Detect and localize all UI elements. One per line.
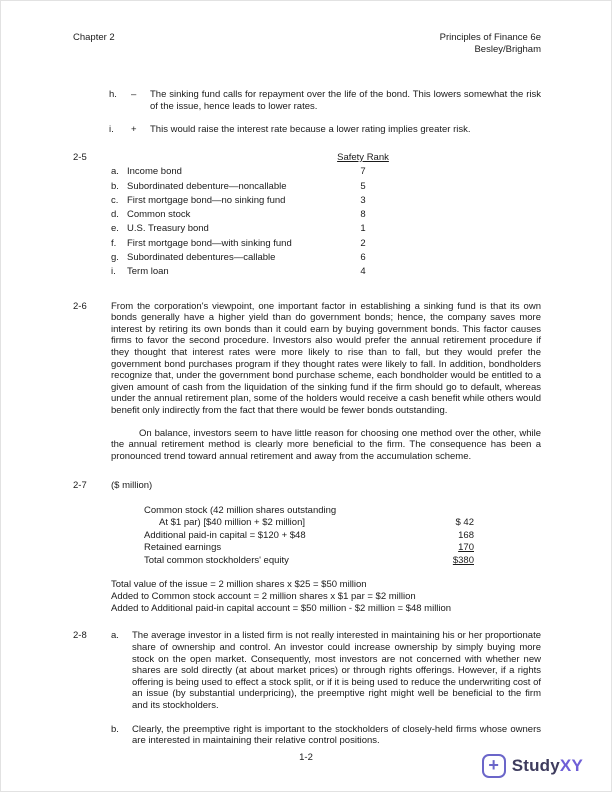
- item-text: This would raise the interest rate because a lower rating implies greater risk.: [150, 124, 471, 136]
- statement-label: Additional paid-in capital = $120 + $48: [144, 529, 306, 541]
- row-letter: i.: [111, 266, 116, 278]
- row-letter: f.: [111, 237, 117, 249]
- row-label: Common stock: [127, 209, 191, 221]
- statement-label: Common stock (42 million shares outstanding: [144, 504, 337, 516]
- row-label: Term loan: [127, 266, 169, 278]
- item-letter: h.: [109, 89, 117, 101]
- question-number: 2-7: [73, 480, 87, 492]
- row-label: Income bond: [127, 166, 182, 178]
- row-rank: 2: [360, 237, 366, 249]
- rank-column-header: Safety Rank: [337, 151, 389, 163]
- rank-table-row: [111, 252, 541, 266]
- calculation-line: Added to Additional paid-in capital account = $50 million - $2 million = $48 million: [111, 602, 452, 614]
- row-label: First mortgage bond—with sinking fund: [127, 237, 292, 249]
- chapter-label: Chapter 2: [73, 32, 115, 43]
- row-letter: g.: [111, 252, 119, 264]
- rank-table-row: [111, 266, 541, 280]
- row-letter: b.: [111, 180, 119, 192]
- row-rank: 6: [360, 252, 366, 264]
- item-text: Clearly, the preemptive right is important to the stockholders of closely-held firms whose owners are interested in maintaining their relative control positions.: [132, 723, 541, 747]
- answer-item-i: [109, 124, 541, 136]
- units-label: ($ million): [111, 480, 153, 492]
- rank-table-row: [111, 166, 541, 180]
- brand-name-secondary: XY: [559, 756, 583, 776]
- calculation-line: Added to Common stock account = 2 million shares x $1 par = $2 million: [111, 590, 416, 602]
- book-authors: Besley/Brigham: [474, 43, 541, 55]
- row-rank: 7: [360, 166, 366, 178]
- rank-table-row: [111, 181, 541, 195]
- item-sign: –: [131, 89, 137, 101]
- statement-label: Total common stockholders' equity: [144, 554, 289, 566]
- row-rank: 5: [360, 180, 366, 192]
- rank-table-row: [111, 209, 541, 223]
- row-rank: 3: [360, 194, 366, 206]
- row-label: First mortgage bond—no sinking fund: [127, 194, 286, 206]
- statement-row: [144, 555, 474, 567]
- statement-row: [144, 505, 474, 517]
- statement-value: 170: [458, 542, 474, 554]
- page-body: [73, 89, 541, 759]
- rank-table-row: [111, 223, 541, 237]
- brand-name-primary: Study: [511, 756, 560, 776]
- row-rank: 1: [360, 223, 366, 235]
- row-rank: 8: [360, 209, 366, 221]
- calculation-lines: [111, 579, 541, 614]
- statement-value: $380: [452, 554, 474, 566]
- statement-value: 168: [458, 529, 474, 541]
- answer-item-h: [109, 89, 541, 112]
- question-number: 2-6: [73, 300, 87, 312]
- plus-icon: +: [482, 754, 506, 778]
- statement-label: Retained earnings: [144, 542, 222, 554]
- row-rank: 4: [360, 266, 366, 278]
- question-number: 2-8: [73, 630, 87, 642]
- brand-name: [511, 756, 583, 776]
- statement-value: $ 42: [455, 517, 474, 529]
- item-text: The sinking fund calls for repayment over the life of the bond. This lowers somewhat the risk of the issue, hence leads to lower rates.: [150, 89, 541, 112]
- answer-item-b: [111, 724, 541, 747]
- question-2-7: [73, 480, 541, 614]
- question-2-6: [73, 301, 541, 463]
- statement-label: At $1 par) [$40 million + $2 million]: [159, 517, 306, 529]
- book-title-block: [440, 32, 541, 55]
- item-sign: +: [131, 124, 137, 136]
- book-title: Principles of Finance 6e: [439, 32, 541, 43]
- question-number: 2-5: [73, 151, 87, 163]
- item-letter: b.: [111, 723, 119, 735]
- question-2-8: [73, 630, 541, 758]
- rank-table-header: [111, 152, 541, 166]
- calculation-line: Total value of the issue = 2 million shares x $25 = $50 million: [111, 578, 367, 590]
- answer-item-a: [111, 630, 541, 711]
- statement-row: [144, 517, 474, 529]
- statement-value: [432, 505, 474, 517]
- row-label: Subordinated debenture—noncallable: [127, 180, 287, 192]
- row-label: Subordinated debentures—callable: [127, 252, 276, 264]
- item-letter: a.: [111, 630, 119, 642]
- row-letter: a.: [111, 166, 119, 178]
- question-2-5: [73, 152, 541, 281]
- page-header: [73, 32, 541, 55]
- rank-table-row: [111, 195, 541, 209]
- studyxy-watermark: [482, 754, 583, 778]
- item-letter: i.: [109, 124, 114, 136]
- statement-row: [144, 530, 474, 542]
- answer-paragraph: From the corporation's viewpoint, one important factor in establishing a sinking fund is that its own bonds generally have a higher yield than do government bonds; hence, the company saves more interest by retiring its own bonds than it could earn by buying government bonds. This factor causes firms to favor the second procedure. Investors also would prefer the annual retirement procedure if they thought that interest rates were more likely to rise than to fall, but they would prefer the government bond purchases program if they thought rates were likely to fall. In addition, bondholders recognize that, under the government bond purchase scheme, each bondholder would be entitled to a given amount of cash from the liquidation of the sinking fund if the firm should go to default, whereas under the annual retirement plan, some of the holders would receive a cash benefit while others would benefit only indirectly from the fact that there would be fewer bonds outstanding.: [111, 300, 541, 416]
- item-text: The average investor in a listed firm is not really interested in maintaining his or her proportionate share of ownership and control. An investor could increase ownership by simply buying more stock on the open market. Consequently, most investors are not concerned with whether new shares are sold directly (at about market prices) or through rights offerings. However, if a rights offering is being used to effect a stock split, or if it is being used to reduce the underwriting cost of an issue (by substantial underpricing), the preemptive right might well be beneficial to the firm and its stockholders.: [132, 630, 541, 711]
- row-letter: d.: [111, 209, 119, 221]
- row-label: U.S. Treasury bond: [127, 223, 209, 235]
- page-number: 1-2: [299, 752, 313, 764]
- answer-paragraph: On balance, investors seem to have little reason for choosing one method over the other, while the annual retirement method is clearly more beneficial to the firm. The consequence has been a pronounced trend toward annual retirement and away from the accumulation scheme.: [111, 427, 541, 462]
- rank-table: [111, 152, 541, 281]
- equity-statement-table: [144, 505, 474, 567]
- row-letter: c.: [111, 194, 119, 206]
- row-letter: e.: [111, 223, 119, 235]
- statement-row: [144, 542, 474, 554]
- rank-table-row: [111, 238, 541, 252]
